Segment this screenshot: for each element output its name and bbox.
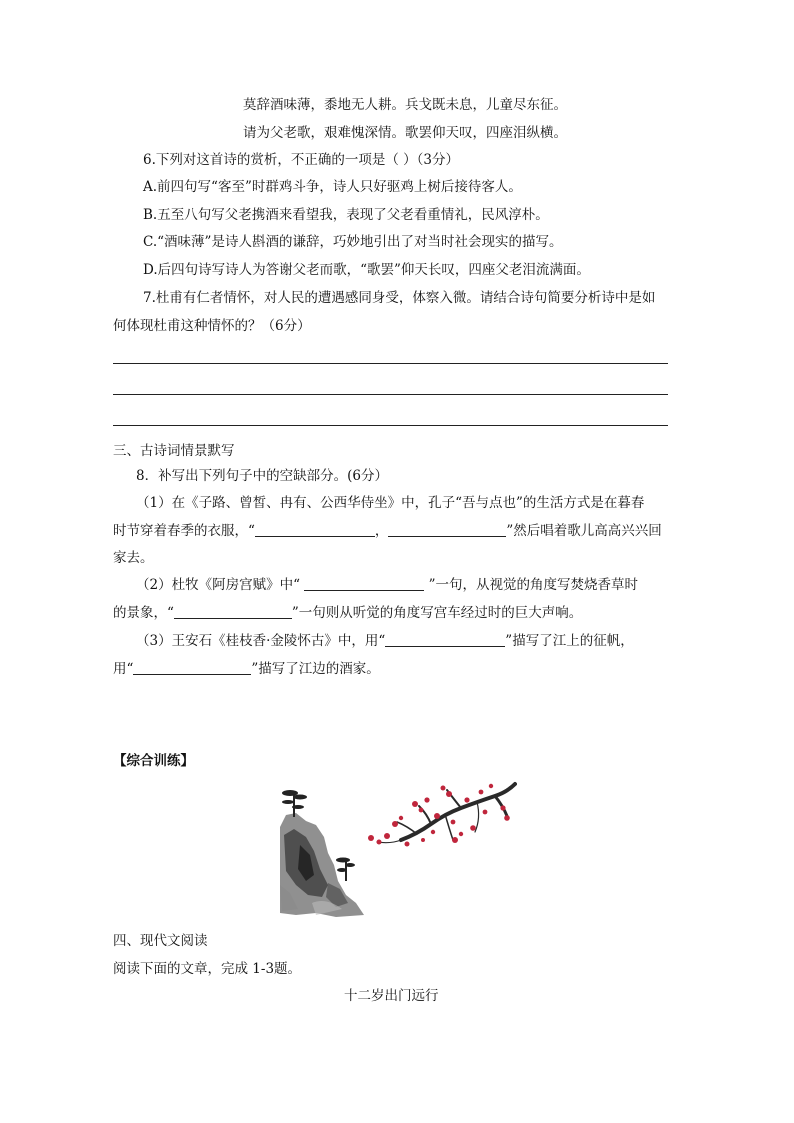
q8-part2-text-d: ”一句则从听觉的角度写宫车经过时的巨大声响。 (291, 605, 583, 621)
q8-part3-text-b: ”描写了江上的征帆， (505, 633, 634, 649)
q8-part2-text-a: （2）杜牧《阿房宫赋》中“ (136, 577, 305, 593)
q8-blank-4[interactable] (174, 605, 292, 619)
q8-part1-line2 (113, 522, 662, 540)
ink-landscape-image (276, 785, 368, 920)
q6-option-d: D.后四句诗写诗人为答谢父老而歌，“歌罢”仰天长叹，四座父老泪流满面。 (143, 262, 590, 278)
q8-part1-text-c: ”然后唱着歌儿高高兴兴回 (506, 523, 662, 539)
pine-tree-small-shape (336, 858, 355, 882)
q8-part3-line2 (113, 660, 380, 678)
training-heading: 【综合训练】 (113, 753, 194, 769)
article-title: 十二岁出门远行 (344, 988, 439, 1004)
q8-part1-line3: 家去。 (113, 550, 154, 566)
q8-part1-text-b: ， (374, 523, 389, 539)
q8-stem: 8．补写出下列句子中的空缺部分。(6分） (136, 468, 388, 484)
q8-part3-text-d: ”描写了江边的酒家。 (251, 661, 380, 677)
section-4-heading: 四、现代文阅读 (113, 933, 208, 949)
q8-part2-line2 (113, 604, 582, 622)
q8-part2-text-b: ”一句，从视觉的角度写焚烧香草时 (424, 577, 638, 593)
q7-line-2: 何体现杜甫这种情怀的？（6分） (113, 318, 311, 334)
poem-line-1: 莫辞酒味薄，黍地无人耕。兵戈既未息，儿童尽东征。 (243, 97, 567, 113)
q6-option-a: A.前四句写“客至”时群鸡斗争，诗人只好驱鸡上树后接待客人。 (143, 179, 522, 195)
q7-line-1: 7.杜甫有仁者情怀，对人民的遭遇感同身受，体察入微。请结合诗句简要分析诗中是如 (143, 290, 656, 306)
q8-blank-1[interactable] (255, 523, 375, 537)
q6-stem: 6.下列对这首诗的赏析，不正确的一项是（ ）（3分） (143, 152, 460, 168)
q8-blank-6[interactable] (133, 661, 251, 675)
q8-part2-line1 (136, 576, 638, 594)
q8-part3-line1 (136, 632, 634, 650)
pine-tree-large-shape (282, 790, 307, 817)
q6-option-c: C.“酒味薄”是诗人斟酒的谦辞，巧妙地引出了对当时社会现实的描写。 (143, 234, 563, 250)
q8-part3-text-a: （3）王安石《桂枝香·金陵怀古》中，用“ (136, 633, 386, 649)
q8-blank-2[interactable] (388, 523, 506, 537)
answer-line-3[interactable] (113, 425, 668, 426)
q8-part3-text-c: 用“ (113, 661, 134, 677)
answer-line-2[interactable] (113, 394, 668, 395)
q8-part1-text-a: 时节穿着春季的衣服，“ (113, 523, 255, 539)
q8-part2-text-c: 的景象，“ (113, 605, 174, 621)
plum-blossom-image (357, 778, 517, 860)
q8-blank-5[interactable] (385, 633, 505, 647)
branch-shape (377, 784, 515, 843)
q8-part1-line1: （1）在《子路、曾皙、冉有、公西华侍坐》中，孔子“吾与点也”的生活方式是在暮春 (136, 495, 645, 511)
q8-blank-3[interactable] (304, 577, 424, 591)
section-4-instruction: 阅读下面的文章，完成 1-3题。 (113, 961, 302, 977)
answer-line-1[interactable] (113, 363, 668, 364)
poem-line-2: 请为父老歌，艰难愧深情。歌罢仰天叹，四座泪纵横。 (243, 125, 567, 141)
blossom-shapes (368, 784, 510, 847)
section-3-heading: 三、古诗词情景默写 (113, 443, 235, 459)
q6-option-b: B.五至八句写父老携酒来看望我，表现了父老看重情礼，民风淳朴。 (143, 207, 549, 223)
